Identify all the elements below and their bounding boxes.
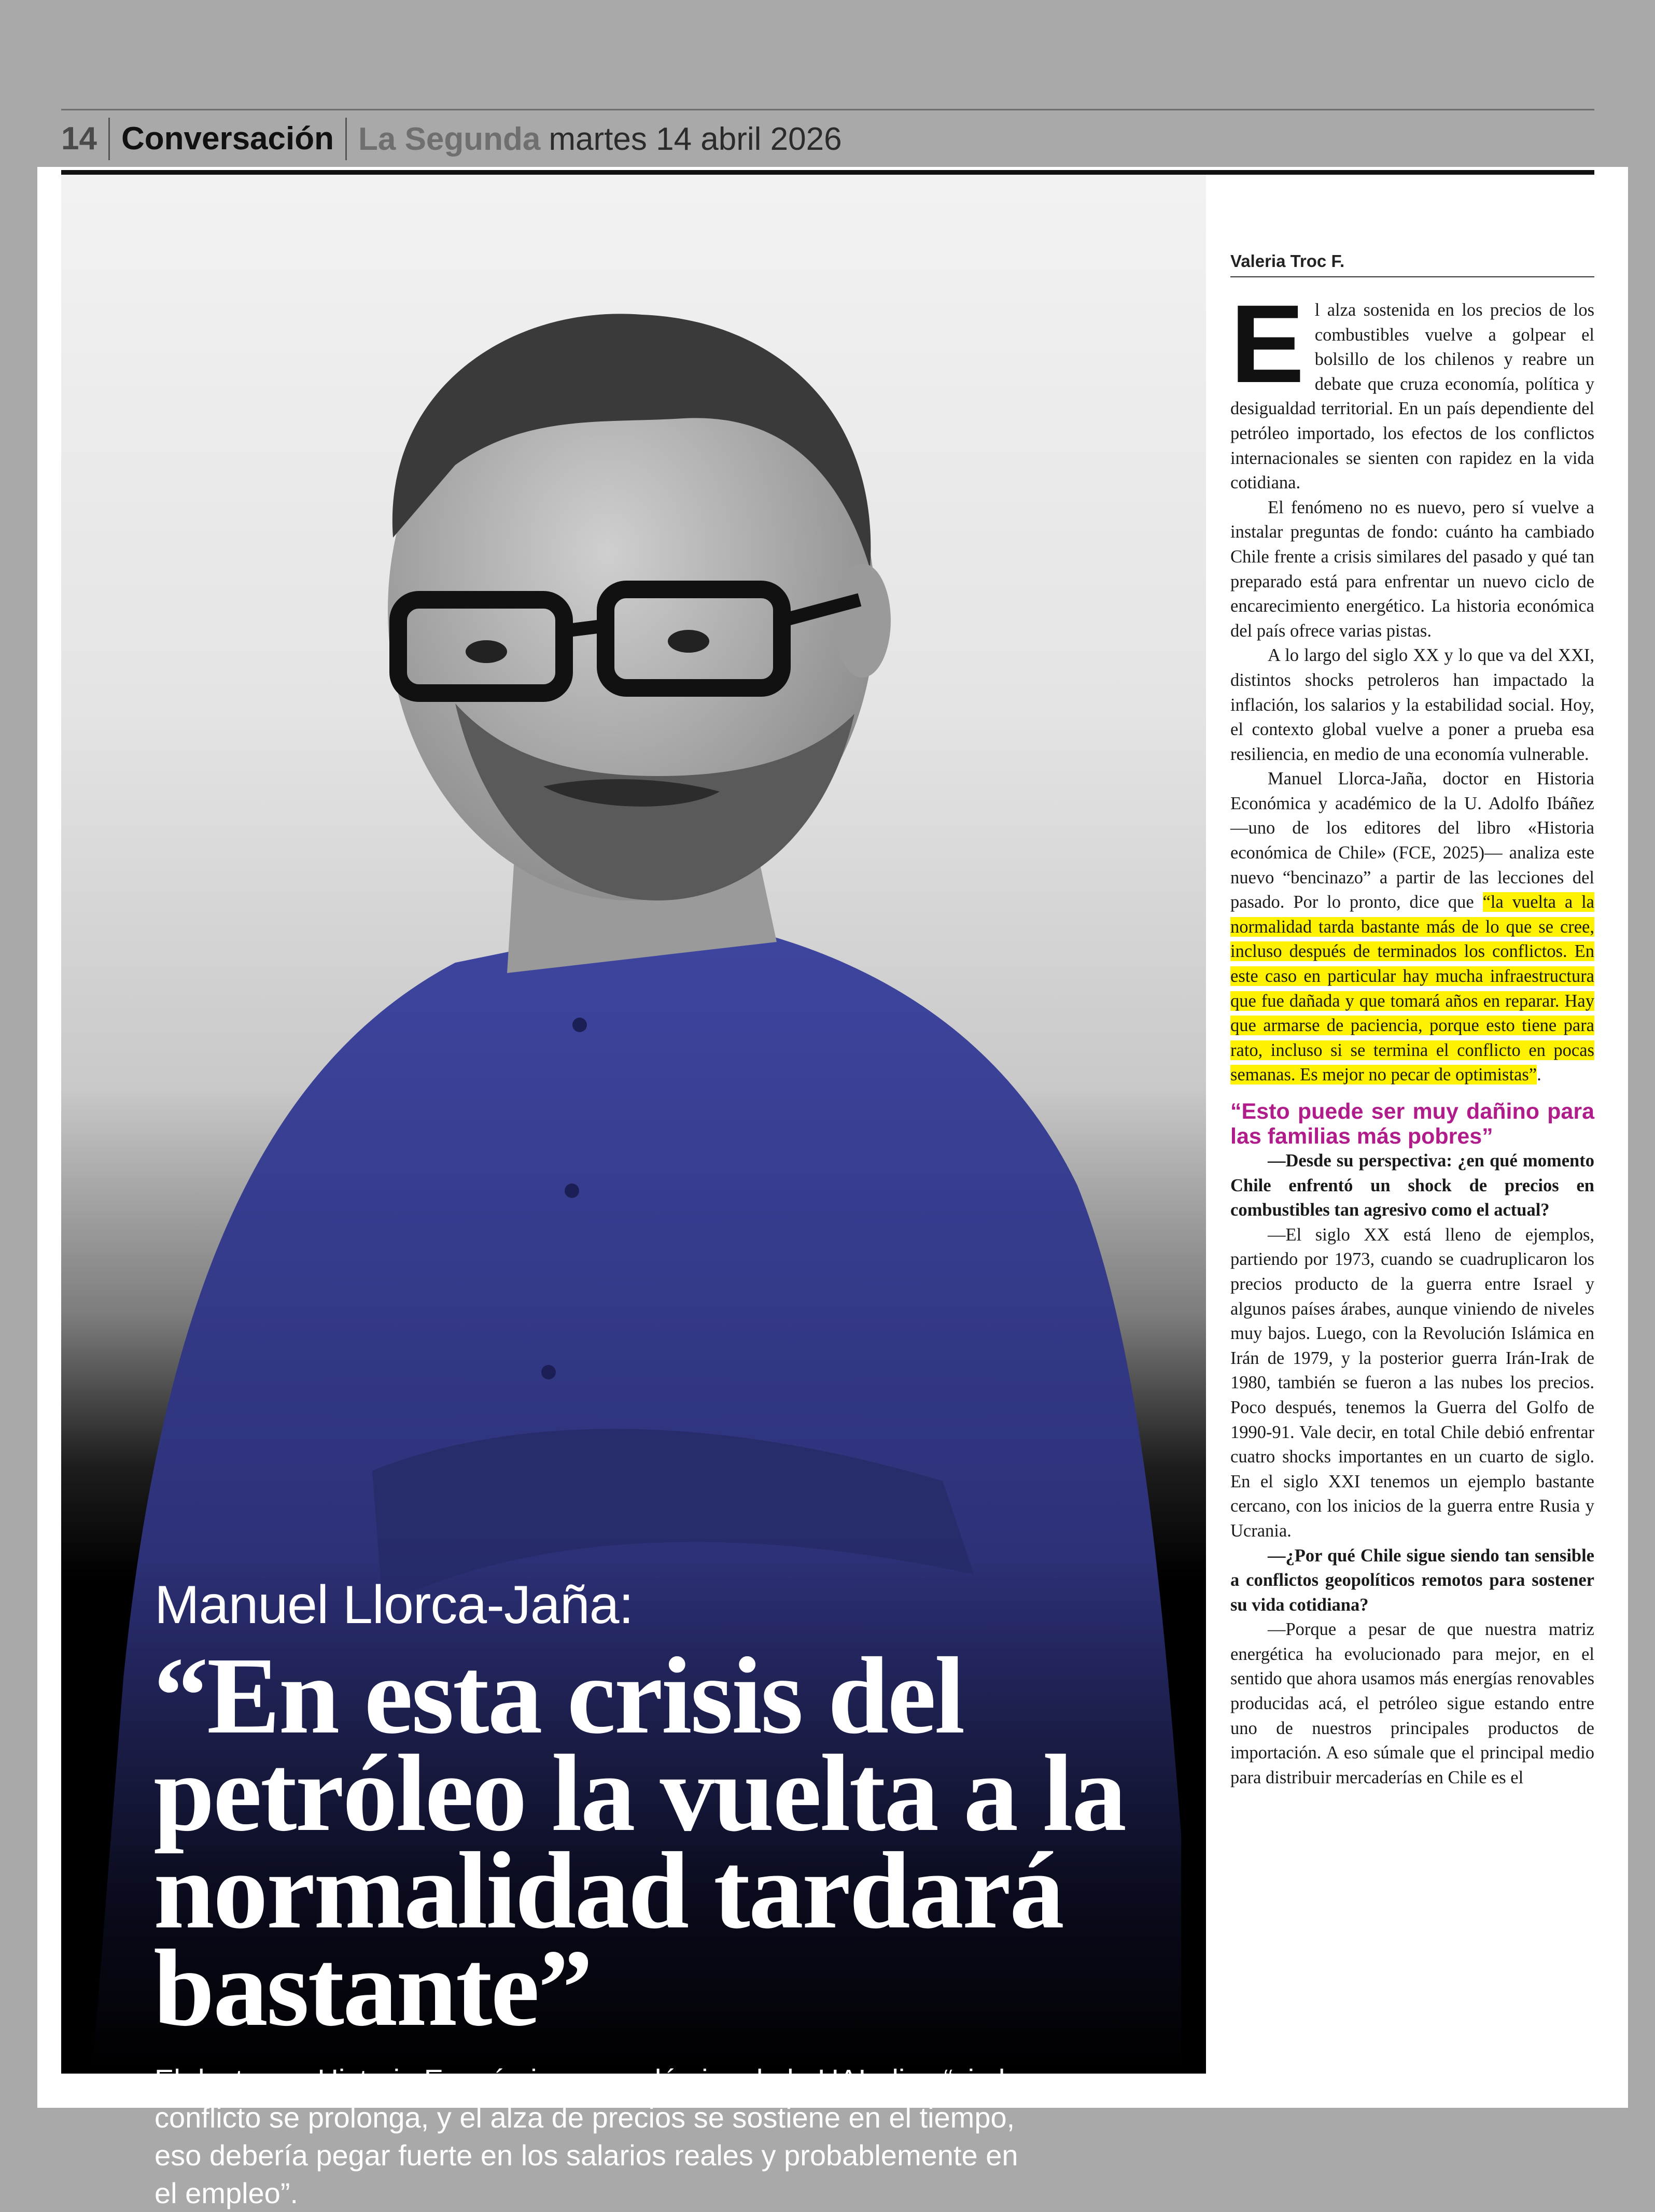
paragraph-3: A lo largo del siglo XX y lo que va del XXI, distintos shocks petroleros han impactado la inflación, los salarios y la estabilidad social. Hoy, el contexto global vuelve a poner a prueba esa resiliencia, en medio de una economía vulnerable. bbox=[1230, 645, 1594, 764]
drop-cap: E bbox=[1230, 282, 1305, 406]
subheading: “Esto puede ser muy dañino para las familias más pobres” bbox=[1230, 1099, 1594, 1149]
photo-panel bbox=[61, 175, 1206, 2209]
newspaper-name: La Segunda bbox=[358, 121, 541, 157]
paragraph-1 bbox=[1230, 282, 1594, 496]
question-1: —Desde su perspectiva: ¿en qué momento Chile enfrentó un shock de precios en combustibles tan agresivo como el actual? bbox=[1230, 1151, 1594, 1220]
issue-date: martes 14 abril 2026 bbox=[549, 121, 842, 157]
article-body bbox=[1230, 282, 1594, 1790]
answer-2: —Porque a pesar de que nuestra matriz energética ha evolucionado para mejor, en el sentido que ahora usamos más energías renovables producidas acá, el petróleo sigue estando entre uno de nuestros principales productos de importación. A eso súmale que el principal medio para distribuir mercaderías en Chile es el bbox=[1230, 1619, 1594, 1787]
byline: Valeria Troc F. bbox=[1230, 251, 1594, 277]
interviewee-name: Manuel Llorca-Jaña: bbox=[155, 1575, 634, 1635]
headline: “En esta crisis del petróleo la vuelta a la normalidad tardará bastante” bbox=[153, 1635, 1125, 2049]
lead-paragraph: El doctor en Historia Económica y académico de la UAI, dice “si el conflicto se prolonga, y el alza de precios se sostiene en el tiempo, eso debería pegar fuerte en los salarios reales y probablemente en el empleo”. bbox=[155, 2063, 1018, 2209]
header-rule bbox=[61, 109, 1594, 110]
article-column bbox=[1230, 251, 1594, 1790]
highlighted-quote: “la vuelta a la normalidad tarda bastante más de lo que se cree, incluso después de terminados los conflictos. En este caso en particular hay mucha infraestructura que fue dañada y que tomará años en reparar. Hay que armarse de paciencia, porque esto tiene para rato, incluso si se termina el conflicto en pocas semanas. Es mejor no pecar de optimistas” bbox=[1230, 892, 1594, 1085]
paragraph-1-text: l alza sostenida en los precios de los combustibles vuelve a golpear el bolsillo de los chilenos y reabre un debate que cruza economía, política y desigualdad territorial. En un país dependiente del petróleo importado, los efectos de los conflictos internacionales se sienten con rapidez en la vida cotidiana. bbox=[1230, 300, 1594, 493]
answer-1: —El siglo XX está lleno de ejemplos, partiendo por 1973, cuando se cuadruplicaron los precios producto de la guerra entre Israel y algunos países árabes, aunque viniendo de niveles muy bajos. Luego, con la Revolución Islámica en Irán de 1979, y la posterior guerra Irán-Irak de 1980, también se fueron a las nubes los precios. Poco después, tenemos la Guerra del Golfo de 1990-91. Vale decir, en total Chile debió enfrentar cuatro shocks importantes en un cuarto de siglo. En el siglo XXI tenemos un ejemplo bastante cercano, con los inicios de la guerra entre Rusia y Ucrania. bbox=[1230, 1224, 1594, 1541]
section-name: Conversación bbox=[110, 118, 347, 160]
header-bottom-rule bbox=[61, 170, 1594, 175]
paragraph-2: El fenómeno no es nuevo, pero sí vuelve a instalar preguntas de fondo: cuánto ha cambiado Chile frente a crisis similares del pasado y qué tan preparado está para enfrentar un nuevo ciclo de encarecimiento energético. La historia económica del país ofrece varias pistas. bbox=[1230, 497, 1594, 641]
question-2: —¿Por qué Chile sigue siendo tan sensible a conflictos geopolíticos remotos para sostener su vida cotidiana? bbox=[1230, 1545, 1594, 1615]
paragraph-4-end: . bbox=[1537, 1065, 1541, 1085]
paragraph-4-intro: Manuel Llorca-Jaña, doctor en Historia Económica y académico de la U. Adolfo Ibáñez —uno de los editores del libro «Historia económica de Chile» (FCE, 2025)— analiza este nuevo “bencinazo” a partir de las lecciones del pasado. Por lo pronto, dice que bbox=[1230, 769, 1594, 912]
page-number: 14 bbox=[61, 118, 110, 160]
page-header bbox=[61, 113, 1594, 165]
paragraph-4 bbox=[1230, 767, 1594, 1088]
